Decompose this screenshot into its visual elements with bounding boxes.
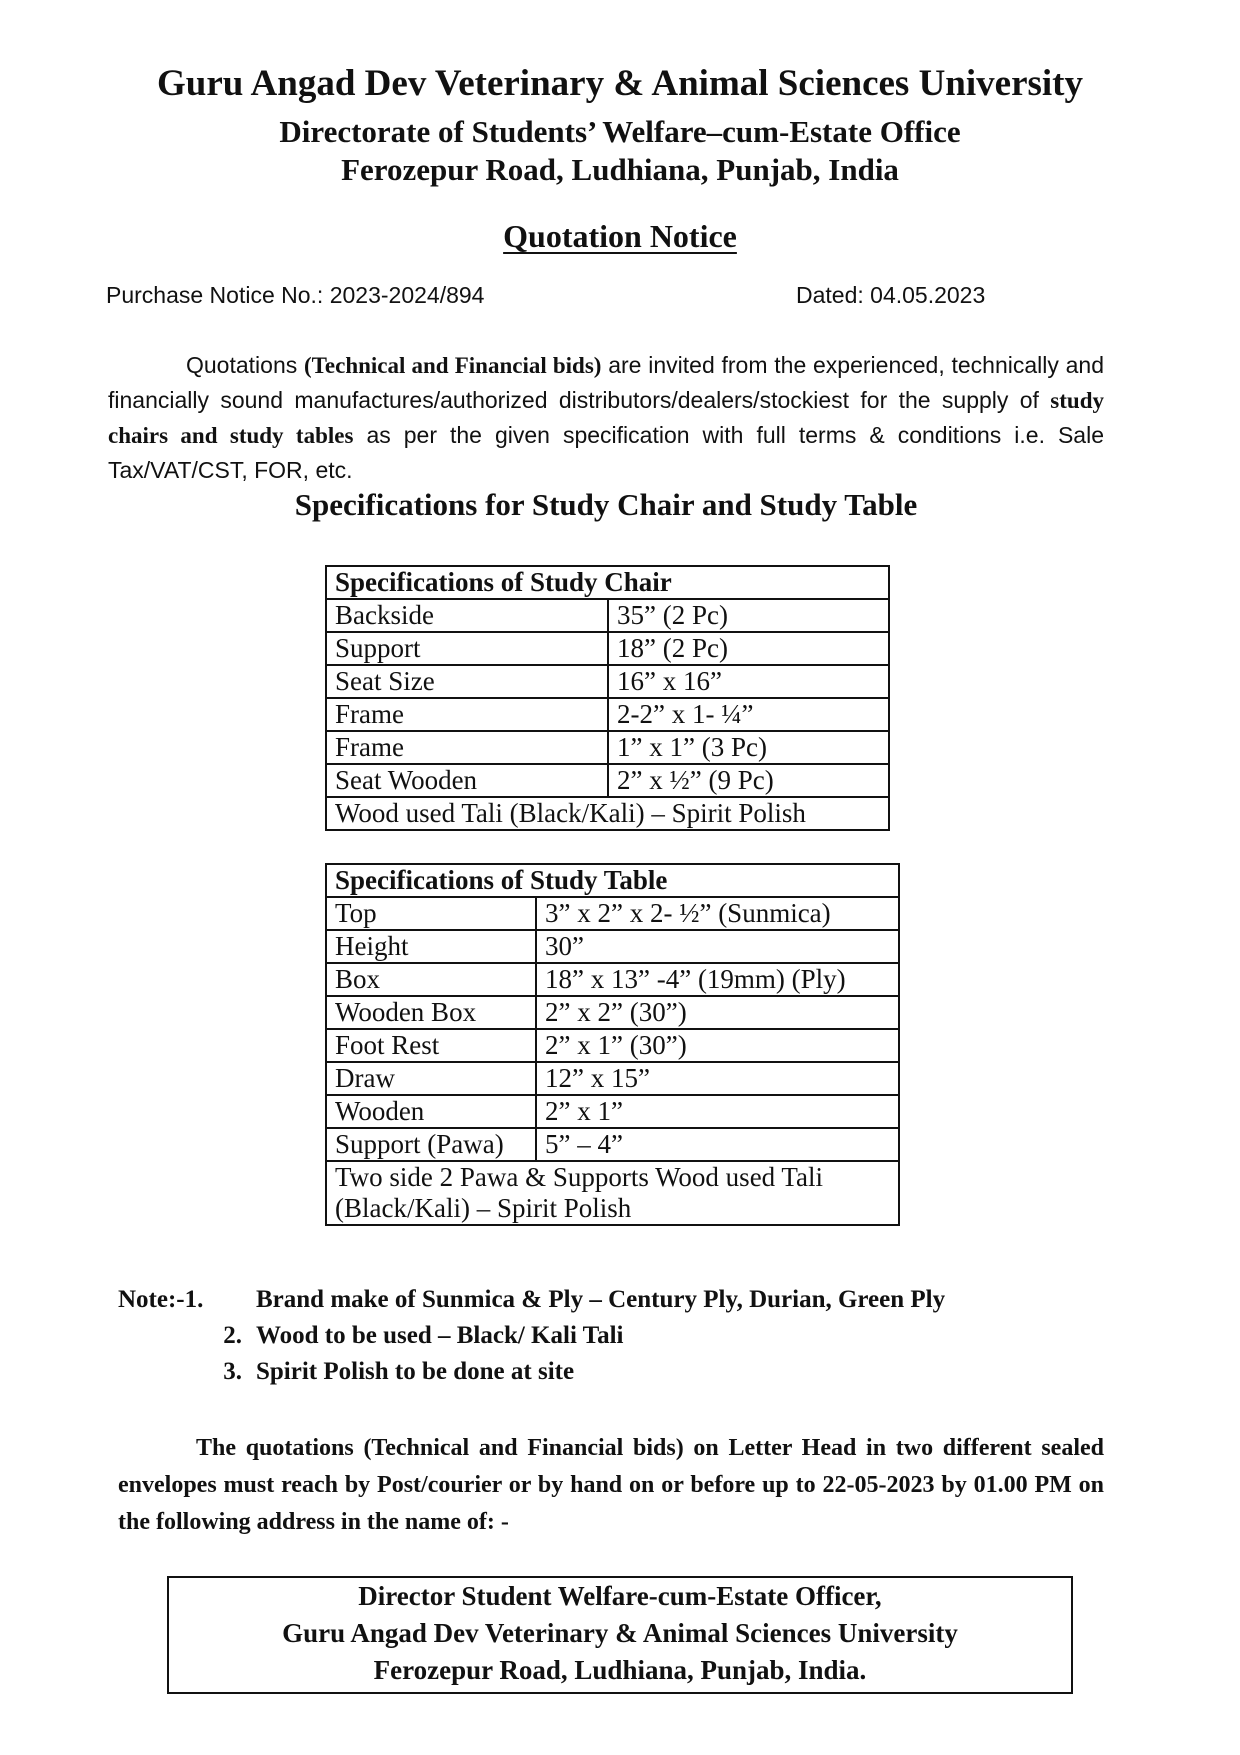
table-spec: 2” x 1” (30”) bbox=[536, 1029, 899, 1062]
table-row bbox=[326, 963, 899, 996]
directorate-name: Directorate of Students’ Welfare–cum-Estate Office bbox=[279, 114, 961, 149]
table-row bbox=[326, 1062, 899, 1095]
address-box bbox=[167, 1576, 1073, 1694]
notes-list bbox=[118, 1282, 945, 1390]
table-spec-title: Specifications of Study Table bbox=[326, 864, 899, 897]
table-row bbox=[326, 1095, 899, 1128]
chair-spec: 2-2” x 1- ¼” bbox=[608, 698, 889, 731]
chair-item: Seat Size bbox=[326, 665, 608, 698]
table-spec: 18” x 13” -4” (19mm) (Ply) bbox=[536, 963, 899, 996]
chair-item: Backside bbox=[326, 599, 608, 632]
notice-date: Dated: 04.05.2023 bbox=[796, 282, 986, 308]
intro-bold-items: study chairs and study tables bbox=[108, 388, 1104, 448]
address-line-1: Director Student Welfare-cum-Estate Officer, bbox=[358, 1581, 882, 1611]
table-item: Top bbox=[326, 897, 536, 930]
note-number: 2. bbox=[223, 1322, 242, 1349]
table-spec: 2” x 1” bbox=[536, 1095, 899, 1128]
notice-title-text: Quotation Notice bbox=[503, 218, 737, 254]
table-row bbox=[326, 599, 889, 632]
table-spec: 30” bbox=[536, 930, 899, 963]
specifications-heading: Specifications for Study Chair and Study Table bbox=[294, 487, 918, 522]
table-row bbox=[326, 764, 889, 797]
table-title-row bbox=[326, 566, 889, 599]
university-address: Ferozepur Road, Ludhiana, Punjab, India bbox=[341, 152, 899, 187]
notice-title bbox=[0, 218, 1240, 255]
table-item: Support (Pawa) bbox=[326, 1128, 536, 1161]
address-line-3: Ferozepur Road, Ludhiana, Punjab, India. bbox=[373, 1655, 867, 1685]
table-item: Wooden Box bbox=[326, 996, 536, 1029]
chair-item: Seat Wooden bbox=[326, 764, 608, 797]
table-row bbox=[326, 698, 889, 731]
chair-item: Frame bbox=[326, 698, 608, 731]
table-row bbox=[326, 897, 899, 930]
intro-paragraph bbox=[108, 348, 1104, 487]
chair-table-footer: Wood used Tali (Black/Kali) – Spirit Polish bbox=[326, 797, 889, 830]
chair-spec: 2” x ½” (9 Pc) bbox=[608, 764, 889, 797]
table-item: Draw bbox=[326, 1062, 536, 1095]
table-item: Box bbox=[326, 963, 536, 996]
note-text: Spirit Polish to be done at site bbox=[256, 1358, 575, 1385]
study-table-spec-table bbox=[325, 863, 900, 1226]
chair-spec: 35” (2 Pc) bbox=[608, 599, 889, 632]
list-item bbox=[118, 1354, 945, 1390]
table-row bbox=[326, 1029, 899, 1062]
list-item bbox=[118, 1318, 945, 1354]
table-spec-footer: Two side 2 Pawa & Supports Wood used Tali (Black/Kali) – Spirit Polish bbox=[326, 1161, 899, 1225]
table-title-row bbox=[326, 864, 899, 897]
table-spec: 12” x 15” bbox=[536, 1062, 899, 1095]
submission-paragraph: The quotations (Technical and Financial bids) on Letter Head in two different sealed envelopes must reach by Post/courier or by hand on or before up to 22-05-2023 by 01.00 PM on the following address in the name of: - bbox=[118, 1435, 1104, 1535]
table-row bbox=[326, 930, 899, 963]
table-row bbox=[326, 665, 889, 698]
intro-text-2: are invited from the experienced, technically and financially sound manufactures/authorized distributors/dealers/stockiest for the supply of bbox=[108, 352, 1105, 413]
table-row bbox=[326, 1128, 899, 1161]
table-spec: 2” x 2” (30”) bbox=[536, 996, 899, 1029]
note-number: 3. bbox=[223, 1358, 242, 1385]
note-text: Wood to be used – Black/ Kali Tali bbox=[256, 1322, 624, 1349]
chair-spec: 18” (2 Pc) bbox=[608, 632, 889, 665]
table-footer-row bbox=[326, 797, 889, 830]
chair-table-title: Specifications of Study Chair bbox=[326, 566, 889, 599]
intro-bold-bids: (Technical and Financial bids) bbox=[304, 353, 602, 378]
table-row bbox=[326, 632, 889, 665]
table-row bbox=[326, 996, 899, 1029]
table-footer-row bbox=[326, 1161, 899, 1225]
table-item: Foot Rest bbox=[326, 1029, 536, 1062]
university-name: Guru Angad Dev Veterinary & Animal Sciences University bbox=[156, 63, 1083, 104]
table-spec: 3” x 2” x 2- ½” (Sunmica) bbox=[536, 897, 899, 930]
table-spec: 5” – 4” bbox=[536, 1128, 899, 1161]
chair-spec: 1” x 1” (3 Pc) bbox=[608, 731, 889, 764]
chair-spec: 16” x 16” bbox=[608, 665, 889, 698]
list-item bbox=[118, 1282, 945, 1318]
table-item: Wooden bbox=[326, 1095, 536, 1128]
purchase-notice-number: Purchase Notice No.: 2023-2024/894 bbox=[106, 282, 485, 308]
intro-text-3: as per the given specification with full terms & conditions i.e. Sale Tax/VAT/CST, FOR, etc. bbox=[108, 422, 1105, 483]
table-item: Height bbox=[326, 930, 536, 963]
table-row bbox=[326, 731, 889, 764]
note-text: Brand make of Sunmica & Ply – Century Ply, Durian, Green Ply bbox=[256, 1286, 946, 1313]
address-line-2: Guru Angad Dev Veterinary & Animal Sciences University bbox=[282, 1618, 958, 1648]
chair-item: Support bbox=[326, 632, 608, 665]
intro-text-1: Quotations bbox=[186, 352, 305, 378]
note-prefix: Note:-1. bbox=[118, 1286, 204, 1313]
study-chair-spec-table bbox=[325, 565, 890, 831]
chair-item: Frame bbox=[326, 731, 608, 764]
